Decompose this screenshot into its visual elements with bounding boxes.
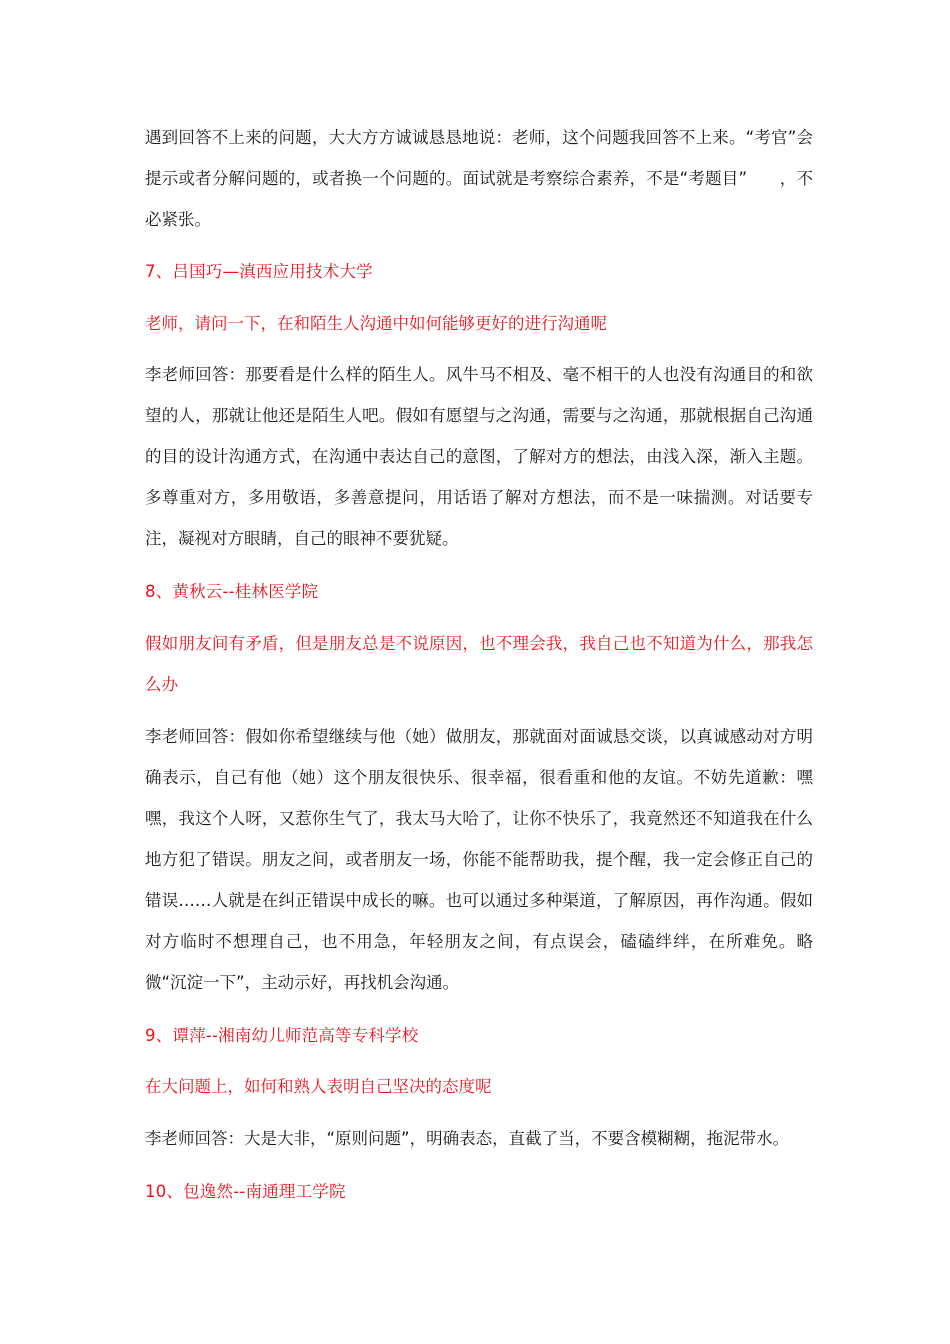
q7-answer-paragraph: 李老师回答：那要看是什么样的陌生人。风牛马不相及、毫不相干的人也没有沟通目的和欲望的人，那就让他还是陌生人吧。假如有愿望与之沟通，需要与之沟通，那就根据自己沟通的目的设计沟通方式，在沟通中表达自己的意图，了解对方的想法，由浅入深，渐入主题。多尊重对方，多用敬语，多善意提问，用话语了解对方想法，而不是一味揣测。对话要专注，凝视对方眼睛，自己的眼神不要犹疑。 (145, 365, 813, 548)
q10-heading: 10、包逸然--南通理工学院 (145, 1182, 346, 1201)
intro-answer-paragraph: 遇到回答不上来的问题，大大方方诚诚恳恳地说：老师，这个问题我回答不上来。“考官”会提示或者分解问题的，或者换一个问题的。面试就是考察综合素养，不是“考题目” ，不必紧张。 (145, 128, 813, 229)
q9-answer-paragraph: 李老师回答：大是大非，“原则问题”，明确表态，直截了当，不要含模糊糊，拖泥带水。 (145, 1129, 790, 1148)
q8-question: 假如朋友间有矛盾，但是朋友总是不说原因，也不理会我，我自己也不知道为什么，那我怎么办 (145, 634, 813, 694)
q9-question: 在大问题上，如何和熟人表明自己坚决的态度呢 (145, 1077, 492, 1096)
q7-question: 老师，请问一下，在和陌生人沟通中如何能够更好的进行沟通呢 (145, 314, 607, 333)
q8-answer-paragraph: 李老师回答：假如你希望继续与他（她）做朋友，那就面对面诚恳交谈，以真诚感动对方明确表示，自己有他（她）这个朋友很快乐、很幸福，很看重和他的友谊。不妨先道歉：嘿嘿，我这个人呀，又惹你生气了，我太马大哈了，让你不快乐了，我竟然还不知道我在什么地方犯了错误。朋友之间，或者朋友一场，你能不能帮助我，提个醒，我一定会修正自己的错误……人就是在纠正错误中成长的嘛。也可以通过多种渠道，了解原因，再作沟通。假如对方临时不想理自己，也不用急，年轻朋友之间，有点误会，磕磕绊绊，在所难免。略微“沉淀一下”，主动示好，再找机会沟通。 (145, 727, 813, 992)
q9-heading: 9、谭萍--湘南幼儿师范高等专科学校 (145, 1026, 419, 1045)
q7-heading: 7、吕国巧—滇西应用技术大学 (145, 262, 373, 281)
q8-heading: 8、黄秋云--桂林医学院 (145, 582, 319, 601)
